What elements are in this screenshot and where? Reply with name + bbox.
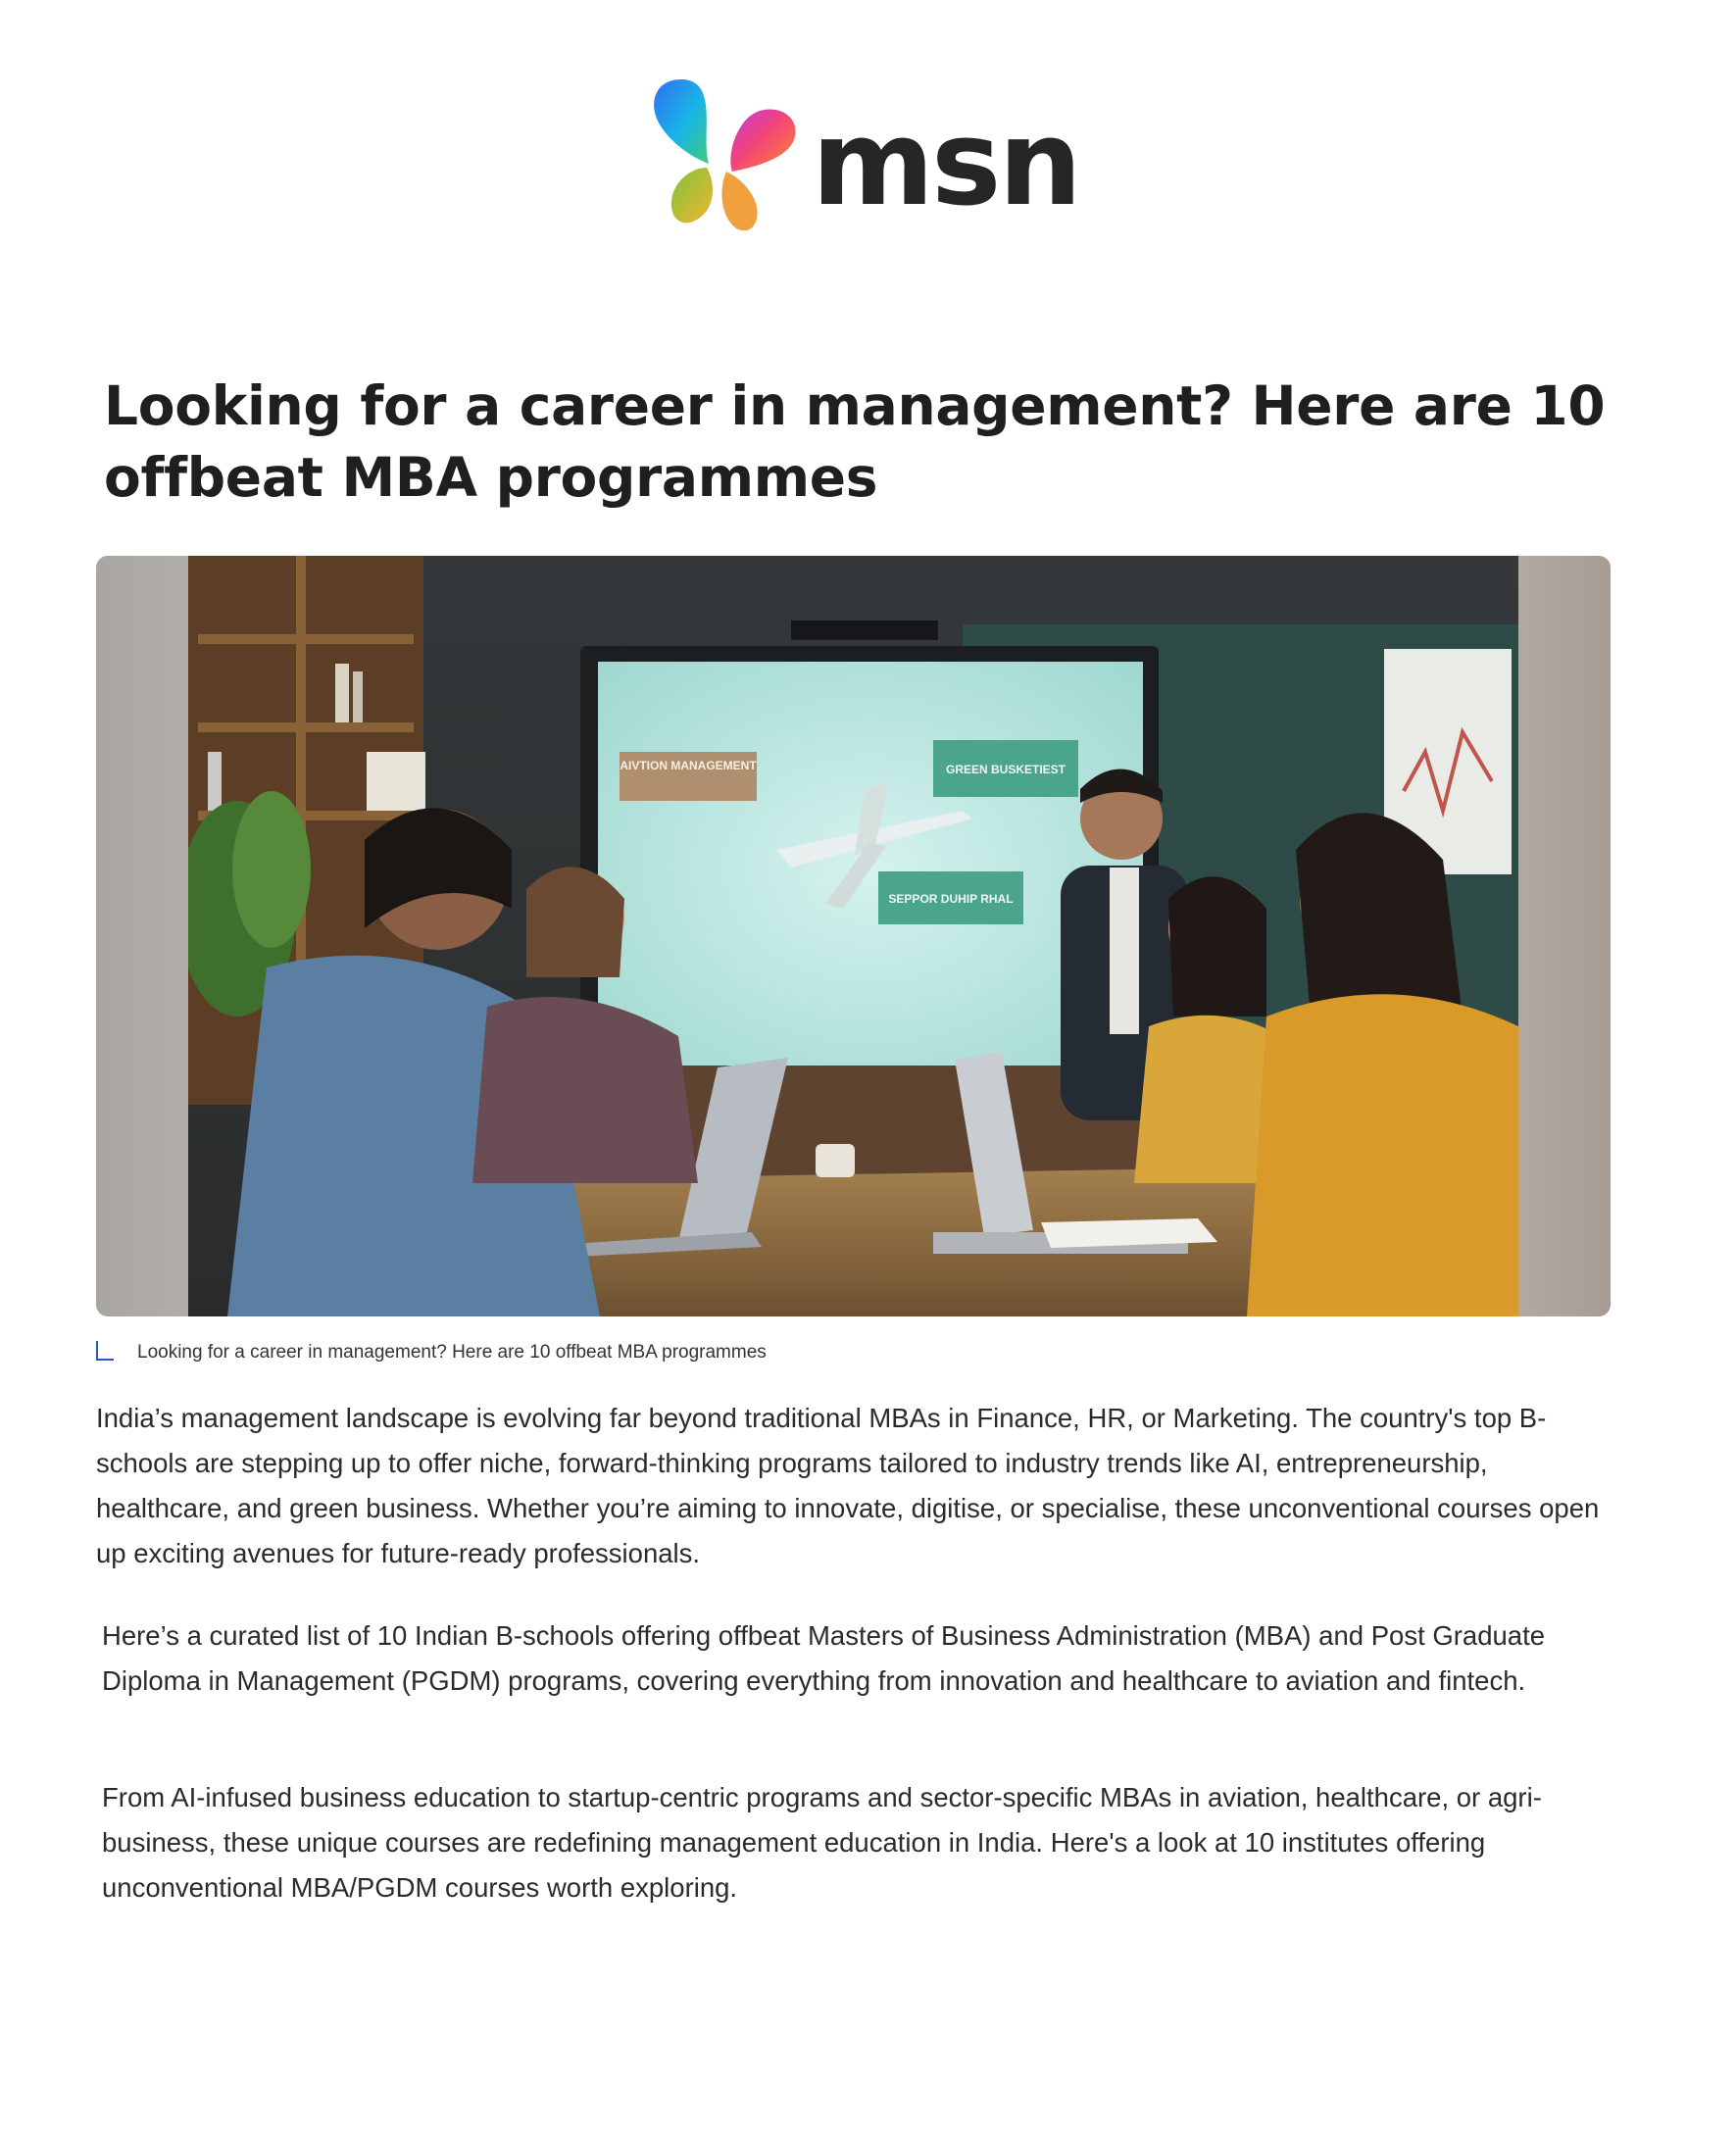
screen-label: GREEN BUSKETIEST — [945, 763, 1066, 776]
msn-butterfly-icon — [642, 74, 814, 240]
msn-logo[interactable] — [642, 74, 1079, 240]
caption-corner-icon — [96, 1341, 114, 1361]
image-caption — [96, 1341, 1468, 1366]
article-paragraph: India’s management landscape is evolving far beyond traditional MBAs in Finance, HR, or Marketing. The country's top B-schools are stepping up to offer niche, forward-thinking programs tailored to industry trends like AI, entrepreneurship, healthcare, and green business. Whether you’re aiming to innovate, digitise, or specialise, these unconventional courses open up exciting avenues for future-ready professionals. — [96, 1403, 1600, 1568]
article-title: Looking for a career in management? Here are 10 offbeat MBA programmes — [104, 374, 1606, 509]
caption-text: Looking for a career in management? Here are 10 offbeat MBA programmes — [137, 1342, 767, 1363]
hero-image[interactable] — [96, 556, 1611, 1316]
classroom-photo — [188, 556, 1518, 1316]
msn-wordmark: msn — [812, 96, 1079, 232]
screen-label: AIVTION MANAGEMENT — [620, 759, 757, 772]
screen-label: SEPPOR DUHIP RHAL — [888, 892, 1014, 906]
article-paragraph: From AI-infused business education to startup-centric programs and sector-specific MBAs in aviation, healthcare, or agri-business, these unique courses are redefining management education in India. Here's a look at 10 institutes offering unconventional MBA/PGDM courses worth exploring. — [102, 1782, 1542, 1903]
article-paragraph: Here’s a curated list of 10 Indian B-schools offering offbeat Masters of Business Administration (MBA) and Post Graduate Diploma in Management (PGDM) programs, covering everything from innovation and healthcare to aviation and fintech. — [102, 1620, 1546, 1696]
